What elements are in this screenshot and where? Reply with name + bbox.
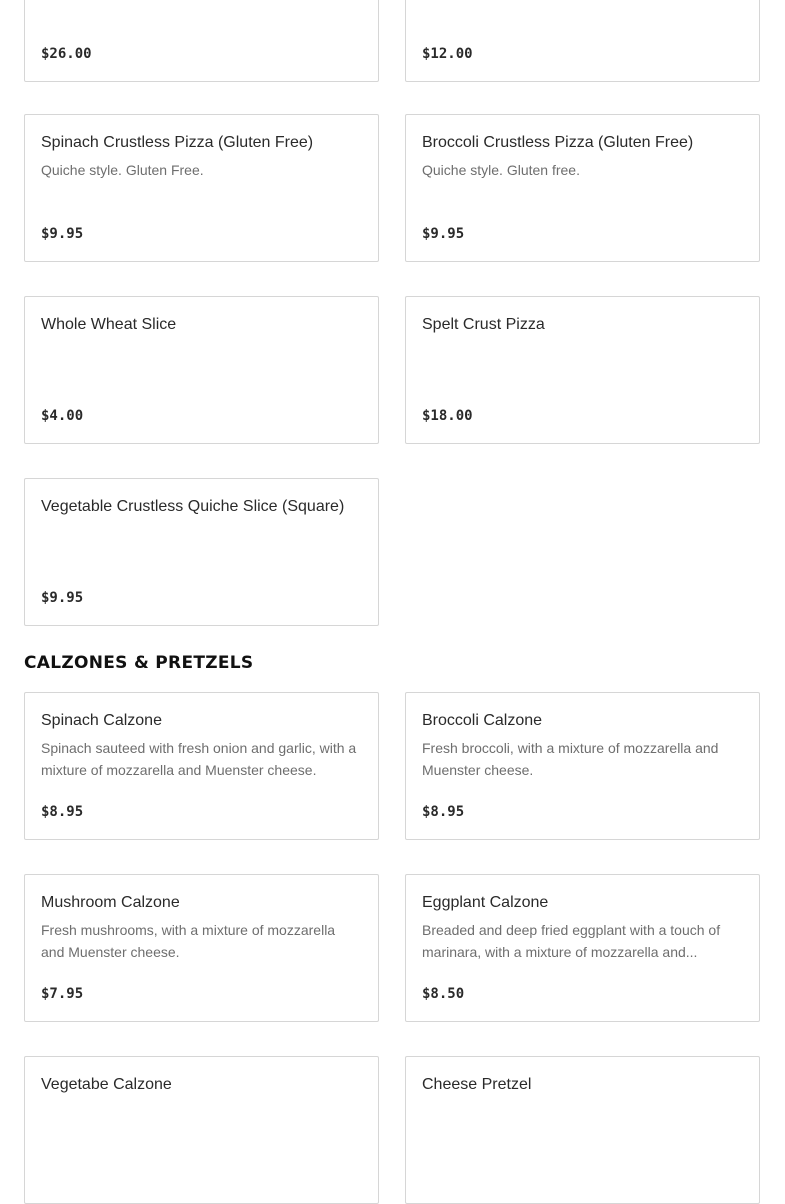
menu-item-name: Mushroom Calzone: [41, 894, 180, 911]
menu-item-card[interactable]: [405, 296, 760, 444]
menu-item-card[interactable]: [405, 0, 760, 82]
menu-item-name: Vegetabe Calzone: [41, 1076, 172, 1093]
menu-item-description: Fresh mushrooms, with a mixture of mozzarella and Muenster cheese.: [41, 922, 336, 960]
menu-item-card[interactable]: [24, 114, 379, 262]
menu-item-name: Eggplant Calzone: [422, 894, 549, 911]
menu-item-card[interactable]: [405, 1056, 760, 1204]
menu-item-name: Vegetable Crustless Quiche Slice (Square): [41, 498, 345, 515]
menu-item-description: Fresh broccoli, with a mixture of mozzarella and Muenster cheese.: [422, 740, 719, 778]
menu-item-price: $8.95: [41, 804, 84, 820]
section-title: CALZONES & PRETZELS: [24, 653, 254, 673]
menu-item-name: Spinach Calzone: [41, 712, 162, 729]
menu-item-name: Spinach Crustless Pizza (Gluten Free): [41, 134, 314, 151]
menu-item-price: $9.95: [41, 226, 84, 242]
menu-item-name: Cheese Pretzel: [422, 1076, 532, 1093]
menu-item-card[interactable]: [24, 478, 379, 626]
menu-item-card[interactable]: [24, 296, 379, 444]
menu-item-name: Broccoli Crustless Pizza (Gluten Free): [422, 134, 694, 151]
menu-item-description: Breaded and deep fried eggplant with a touch of marinara, with a mixture of mozzarella and...: [422, 922, 721, 960]
menu-item-name: Broccoli Calzone: [422, 712, 543, 729]
menu-item-price: $18.00: [422, 408, 473, 424]
menu-item-card[interactable]: [405, 692, 760, 840]
menu-item-card[interactable]: [405, 114, 760, 262]
menu-item-card[interactable]: [24, 0, 379, 82]
menu-item-card[interactable]: [405, 874, 760, 1022]
menu-item-price: $8.95: [422, 804, 465, 820]
menu-item-description: Quiche style. Gluten Free.: [41, 162, 204, 178]
menu-item-name: Whole Wheat Slice: [41, 316, 177, 333]
menu-item-card[interactable]: [24, 1056, 379, 1204]
menu-item-price: $9.95: [41, 590, 84, 606]
menu-item-price: $26.00: [41, 46, 92, 62]
menu-item-price: $8.50: [422, 986, 465, 1002]
menu-item-description: Quiche style. Gluten free.: [422, 162, 580, 178]
menu-item-card[interactable]: [24, 874, 379, 1022]
menu-item-description: Spinach sauteed with fresh onion and garlic, with a mixture of mozzarella and Muenster cheese.: [41, 740, 357, 778]
menu-item-card[interactable]: [24, 692, 379, 840]
menu-item-name: Spelt Crust Pizza: [422, 316, 545, 333]
menu-item-price: $7.95: [41, 986, 84, 1002]
menu-item-price: $12.00: [422, 46, 473, 62]
menu-item-price: $4.00: [41, 408, 84, 424]
menu-item-price: $9.95: [422, 226, 465, 242]
